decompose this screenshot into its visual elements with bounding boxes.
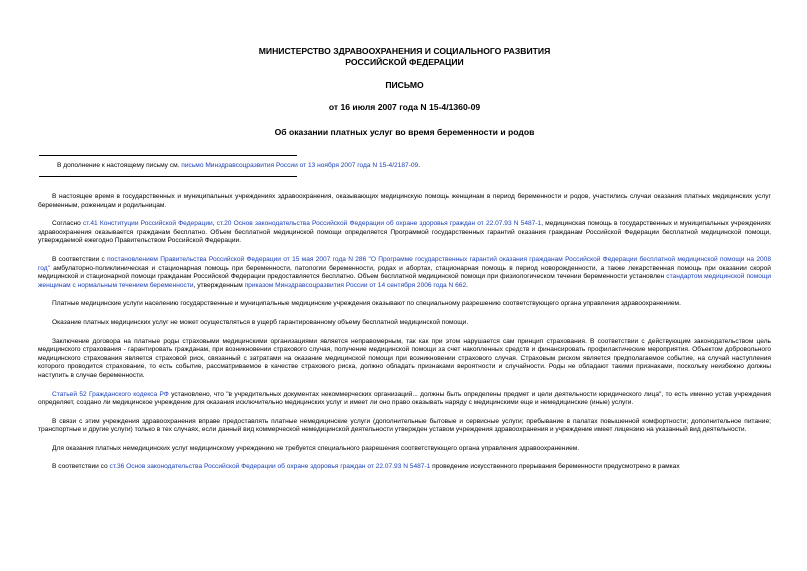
note-bottom-rule (39, 176, 297, 177)
paragraph-5: Оказание платных медицинских услуг не может осуществляться в ущерб гарантированному объему бесплатной медицинской помощи. (52, 318, 469, 326)
paragraph-10 (38, 463, 771, 472)
editorial-note (57, 162, 771, 170)
paragraph-3-text: . (466, 281, 468, 289)
document-type: ПИСЬМО (385, 80, 424, 90)
constitution-link[interactable]: ст.41 Конституции Российской Федерации (82, 220, 213, 228)
paragraph-10-text: проведение искусственного прерывания беременности предусмотрено в рамках (430, 463, 680, 471)
government-resolution-link[interactable]: постановлением Правительства Российской Федерации от 15 мая 2007 года N 286 "О Программе государственных гарантий оказания гражданам Российской Федерации бесплатной медицинской помощи на 2008 год" (38, 255, 772, 272)
paragraph-7-text: установлено, что "в учредительных документах некоммерческих организаций... должны быть определены предмет и цели деятельности юридического лица", то есть именно устав учреждения определяет, создано ли медицинское учреждение для оказания исключительно медицинских услуг и имеет ли оно право оказывать наряду с медицинскими еще и немедицинские (иные) услуги. (38, 390, 771, 407)
paragraph-4: Платные медицинские услуги населению государственные и муниципальные медицинские учреждения оказывают по специальному разрешению соответствующего органа управления здравоохранением. (52, 300, 681, 308)
note-top-rule (39, 155, 297, 156)
ministry-line-1: МИНИСТЕРСТВО ЗДРАВООХРАНЕНИЯ И СОЦИАЛЬНОГО РАЗВИТИЯ (258, 46, 551, 56)
paragraph-2-text: Согласно (52, 220, 83, 228)
note-suffix: . (418, 162, 421, 169)
paragraph-9: Для оказания платных немедицинских услуг медицинскому учреждению не требуется специального разрешения соответствующего органа управления здравоохранением. (52, 444, 580, 452)
ministry-name (38, 46, 771, 67)
paragraph-8: В связи с этим учреждения здравоохранения вправе предоставлять платные немедицинские услуги (дополнительные бытовые и сервисные услуги; пребывание в палатах повышенной комфортности; дополнительное питание; транспортные и другие услуги) только в тех случаях, если данный вид коммерческой немедицинской деятельности утвержден уставом учреждения здравоохранения и учреждение имеет лицензию на указанный вид деятельности. (38, 417, 771, 434)
care-standard-link[interactable]: стандартом медицинской помощи женщинам с нормальным течением беременности (38, 273, 771, 289)
note-prefix: В дополнение к настоящему письму см. (57, 162, 182, 169)
paragraph-2-text: , медицинская помощь в государственных и муниципальных учреждениях здравоохранения оказывается гражданам бесплатно. Объем бесплатной медицинской помощи определяется Программой государственных гарантий оказания гражданам Российской Федерации бесплатной медицинской помощи, утверждаемой ежегодно Правительством Российской Федерации. (38, 220, 771, 245)
paragraph-2 (38, 220, 771, 246)
ministry-order-link[interactable]: приказом Минздравсоцразвития России от 14 сентября 2006 года N 662 (244, 281, 467, 289)
health-law-art36-link[interactable]: ст.36 Основ законодательства Российской Федерации об охране здоровья граждан от 22.07.93 N 5487-1 (109, 463, 431, 471)
paragraph-10-text: В соответствии со (52, 463, 110, 471)
paragraph-7 (38, 391, 771, 408)
paragraph-3 (38, 256, 771, 290)
paragraph-1: В настоящее время в государственных и муниципальных учреждениях здравоохранения, оказывающих медицинскую помощь женщинам в период беременности и родов, участились случаи оказания платных медицинских услуг беременным, роженицам и родильницам. (38, 193, 771, 209)
document-date-number: от 16 июля 2007 года N 15-4/1360-09 (328, 102, 481, 112)
paragraph-3-text: , утвержденным (193, 281, 245, 289)
paragraph-3-text: В соответствии с (52, 255, 108, 263)
note-link[interactable]: письмо Минздравсоцразвития России от 13 ноября 2007 года N 15-4/2187-09 (181, 162, 419, 169)
civil-code-art52-link[interactable]: Статьей 52 Гражданского кодекса РФ (52, 390, 169, 398)
paragraph-3-text: амбулаторно-поликлиническая и стационарная помощь при беременности, патологии беременности, родах и абортах, стационарная помощь в период новорожденности, а также лекарственная помощь при оказании скорой медицинской и стационарной помощи гражданам Российской Федерации предоставляется бесплатно. Объем бесплатной медицинской помощи при физиологическом течении беременности установлен (38, 264, 771, 281)
ministry-line-2: РОССИЙСКОЙ ФЕДЕРАЦИИ (345, 56, 464, 67)
health-law-art20-link[interactable]: ст.20 Основ законодательства Российской Федерации об охране здоровья граждан от 22.07.93 N 5487-1 (216, 220, 542, 228)
document-subject: Об оказании платных услуг во время беременности и родов (274, 127, 535, 137)
paragraph-6: Заключение договора на платные роды страховыми медицинскими организациями является неправомерным, так как при этом нарушается сам принцип страхования. В соответствии с действующим законодательством цель медицинского страхования - гарантировать гражданам, при возникновении страхового случая, получение медицинской помощи за счет накопленных средств и финансировать профилактические мероприятия. Объектом добровольного медицинского страхования является страховой риск, связанный с затратами на оказание медицинской помощи при возникновении страхового случая. Страховым риском является предполагаемое событие, на случай наступления которого проводится страхование, то есть событие, рассматриваемое в качестве страхового риска, должно обладать признаками вероятности и случайности. Роды не обладают такими признаками, поскольку неизбежно должны наступить в случае беременности. (38, 337, 771, 379)
paragraph-2-text: , (212, 220, 217, 228)
